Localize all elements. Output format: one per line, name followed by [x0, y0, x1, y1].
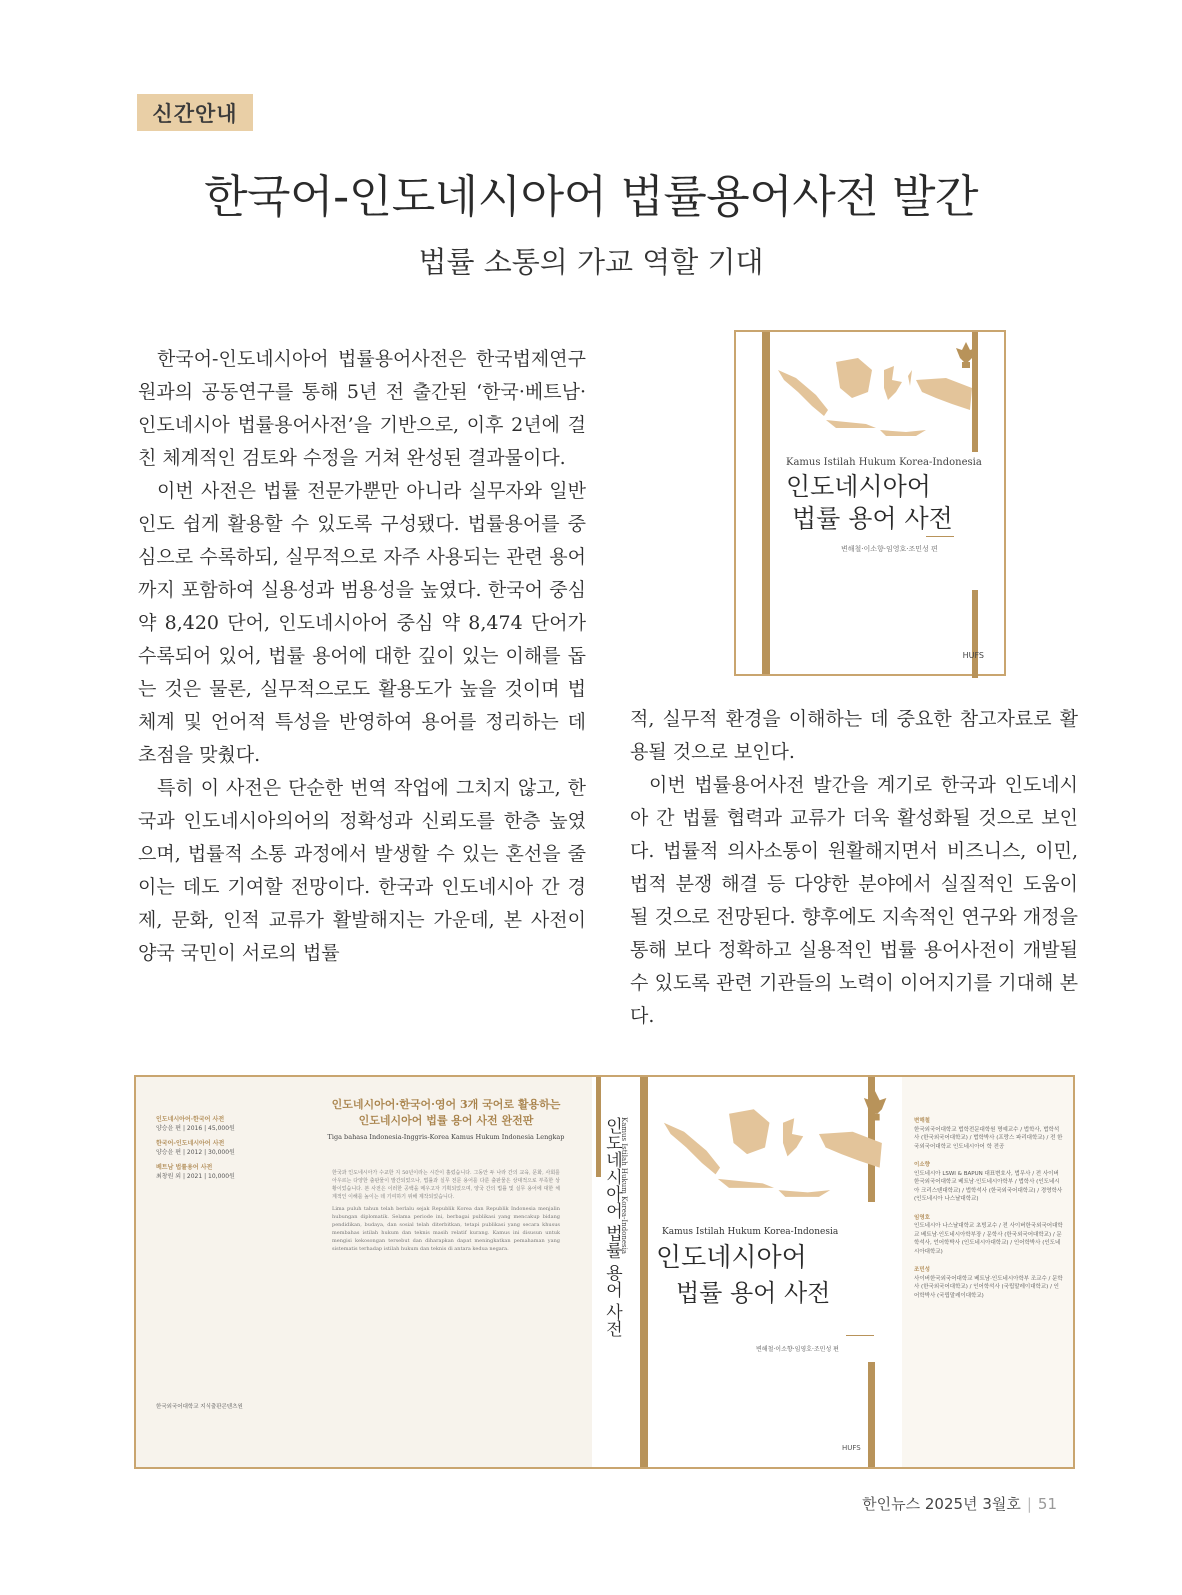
list-item-title: 인도네시아어·한국어 사전 [156, 1116, 225, 1123]
cover-authors: 변해철·이소향·임영호·조민성 편 [756, 1346, 839, 1353]
paragraph: 이번 법률용어사전 발간을 계기로 한국과 인도네시아 간 법률 협력과 교류가 더욱 활성화될 것으로 보인다. 법률적 의사소통이 원활해지면서 비즈니스, 이민, 법적 분쟁 해결 등 다양한 분야에서 실질적인 도움이 될 것으로 전망된다. 향후에도 지속적인 연구와 개정을 통해 보다 정확하고 실용적인 법률 용어사전이 개발될 수 있도록 관련 기관들의 노력이 이어지기를 기대해 본다. [630, 774, 1078, 1027]
author-bio: 사이버한국외국어대학교 베트남·인도네시아학부 조교수 / 문학사 (한국외국어대학교) / 인어학석사 (국립말레이대학교) / 인어학박사 (국립말레이대학교) [914, 1275, 1063, 1299]
publisher-name: 한국외국어대학교 지식출판콘텐츠원 [156, 1404, 243, 1410]
cover-subtitle: Kamus Istilah Hukum Korea-Indonesia [786, 457, 982, 468]
article-column-2 [630, 703, 1078, 1033]
cover-stripe [640, 1077, 648, 1467]
author-flap [902, 1077, 1073, 1467]
list-item-title: 베트남 법률용어 사전 [156, 1164, 213, 1171]
spine-subtitle: Kamus Istilah Hukum Korea-Indonesia [620, 1117, 628, 1255]
related-books-list [156, 1109, 235, 1181]
book-spine [592, 1077, 632, 1467]
back-headline: 인도네시아어·한국어·영어 3개 국어로 활용하는 인도네시아어 법률 용어 사전 완전판 [331, 1098, 561, 1127]
author-bio: 한국외국어대학교 법학전문대학원 명예교수 / 법학사, 법학석사 (한국외국어대학교) / 법학박사 (프랑스 파리대학교) / 전 한국외국어대학교 인도네시아어 학 전공 [914, 1126, 1063, 1150]
book-cover-image [734, 330, 1006, 676]
author-name: 조민성 [914, 1267, 930, 1273]
section-tag: 신간안내 [137, 94, 253, 131]
paragraph: 적, 실무적 환경을 이해하는 데 중요한 참고자료로 활용될 것으로 보인다. [630, 708, 1078, 763]
list-item-title: 한국어-인도네시아어 사전 [156, 1140, 225, 1147]
cover-authors: 변해철·이소향·임영호·조민성 편 [841, 545, 938, 553]
back-subheadline: Tiga bahasa Indonesia-Inggris-Korea Kamus Hukum Indonesia Lengkap [327, 1133, 565, 1141]
cover-stripe [868, 1362, 875, 1469]
paragraph: Lima puluh tahun telah berlalu sejak Republik Korea dan Republik Indonesia menjalin hubungan diplomatik. Selama periode ini, berbagai publikasi yang mencakup bidang pendidikan, budaya, dan sosial telah diterbitkan, tetapi publikasi yang secara khusus membahas istilah hukum dan teknis masih relatif kurang. Kamus ini disusun untuk mengisi kekosongan tersebut dan diharapkan dapat meningkatkan pemahaman yang sistematis terhadap istilah hukum dan teknis di antara kedua negara. [332, 1206, 560, 1252]
book-spread-image [134, 1075, 1075, 1469]
page-footer [862, 1493, 1057, 1514]
cover-subtitle: Kamus Istilah Hukum Korea-Indonesia [662, 1227, 839, 1237]
footer-separator: | [1026, 1495, 1032, 1513]
author-bio: 인도네시아 나스날대학교 초빙교수 / 전 사이버한국외국어대학교 베트남·인도네시아학부장 / 문학사 (한국외국어대학교) / 문학석사, 언어학박사 (인도네시아대학교) / 인어학박사 (인도네시아대학교) [914, 1223, 1063, 1255]
magazine-issue: 한인뉴스 2025년 3월호 [862, 1495, 1021, 1513]
back-cover [136, 1077, 592, 1467]
back-body-text [332, 1169, 560, 1257]
cover-title-line2: 법률 용어 사전 [792, 504, 953, 533]
spine-title: 인도네시아어 법률 용어 사전 [602, 1117, 622, 1338]
article-title: 한국어-인도네시아어 법률용어사전 발간 [204, 170, 978, 223]
page-number: 51 [1037, 1495, 1057, 1513]
paragraph: 특히 이 사전은 단순한 번역 작업에 그치지 않고, 한국과 인도네시아의어의 정확성과 신뢰도를 한층 높였으며, 법률적 소통 과정에서 발생할 수 있는 혼선을 줄이는 데도 기여할 전망이다. 한국과 인도네시아 간 경제, 문화, 인적 교류가 활발해지는 가운데, 본 사전이 양국 국민이 서로의 법률 [138, 777, 586, 964]
author-bio: 인도네시아 LSWI & BAPUN 대표변호사, 법무사 / 전 사이버한국외국어대학교 베트남·인도네시아학부 / 법학사 (인도네시아 크리스텐대학교) / 법학석사 (한국외국어대학교) / 경영학사 (인도네시아 나스날대학교) [914, 1170, 1063, 1202]
article-subtitle: 법률 소통의 가교 역할 기대 [418, 245, 764, 279]
cover-title-line2: 법률 용어 사전 [676, 1279, 831, 1307]
paragraph: 한국어-인도네시아어 법률용어사전은 한국법제연구원과의 공동연구를 통해 5년 전 출간된 ‘한국·베트남·인도네시아 법률용어사전’을 기반으로, 이후 2년에 걸친 체계적인 검토와 수정을 거쳐 완성된 결과물이다. [138, 348, 586, 469]
indonesia-map-icon [656, 1089, 892, 1207]
cover-title-line1: 인도네시아어 [656, 1243, 807, 1273]
publisher-logo: HUFS [842, 1444, 861, 1452]
divider [926, 536, 954, 537]
paragraph: 한국과 인도네시아가 수교한 지 50년이라는 시간이 흘렀습니다. 그동안 두 나라 간의 교육, 문화, 사회를 아우르는 다양한 출판물이 발간되었으나, 법률과 실무 전문 용어를 다룬 출판물은 상대적으로 부족한 상황이었습니다. 본 사전은 이러한 공백을 메우고자 기획되었으며, 양국 간의 법률 및 실무 용어에 대한 체계적인 이해를 높이는 데 기여하기 위해 제작되었습니다. [332, 1170, 560, 1200]
cover-stripe [762, 332, 770, 674]
cover-title-line1: 인도네시아어 [786, 472, 931, 501]
cover-stripe [972, 590, 978, 678]
list-item-text: 최창원 외 | 2021 | 10,000원 [156, 1173, 235, 1180]
front-cover [632, 1077, 902, 1467]
list-item-text: 양승윤 편 | 2016 | 45,000원 [156, 1125, 235, 1132]
article-column-1 [138, 343, 586, 970]
indonesia-map-icon [776, 340, 976, 445]
list-item-text: 양승윤 편 | 2012 | 30,000원 [156, 1149, 235, 1156]
author-name: 이소향 [914, 1162, 930, 1168]
author-list [914, 1107, 1064, 1300]
paragraph: 이번 사전은 법률 전문가뿐만 아니라 실무자와 일반인도 쉽게 활용할 수 있도록 구성됐다. 법률용어를 중심으로 수록하되, 실무적으로 자주 사용되는 관련 용어까지 포함하여 실용성과 범용성을 높였다. 한국어 중심 약 8,420 단어, 인도네시아어 중심 약 8,474 단어가 수록되어 있어, 법률 용어에 대한 깊이 있는 이해를 돕는 것은 물론, 실무적으로도 활용도가 높을 것이며 법체계 및 언어적 특성을 반영하여 용어를 정리하는 데 초점을 맞췄다. [138, 480, 586, 766]
divider [846, 1335, 874, 1336]
publisher-logo: HUFS [962, 651, 984, 660]
author-name: 변해철 [914, 1118, 930, 1124]
author-name: 임영호 [914, 1214, 930, 1221]
